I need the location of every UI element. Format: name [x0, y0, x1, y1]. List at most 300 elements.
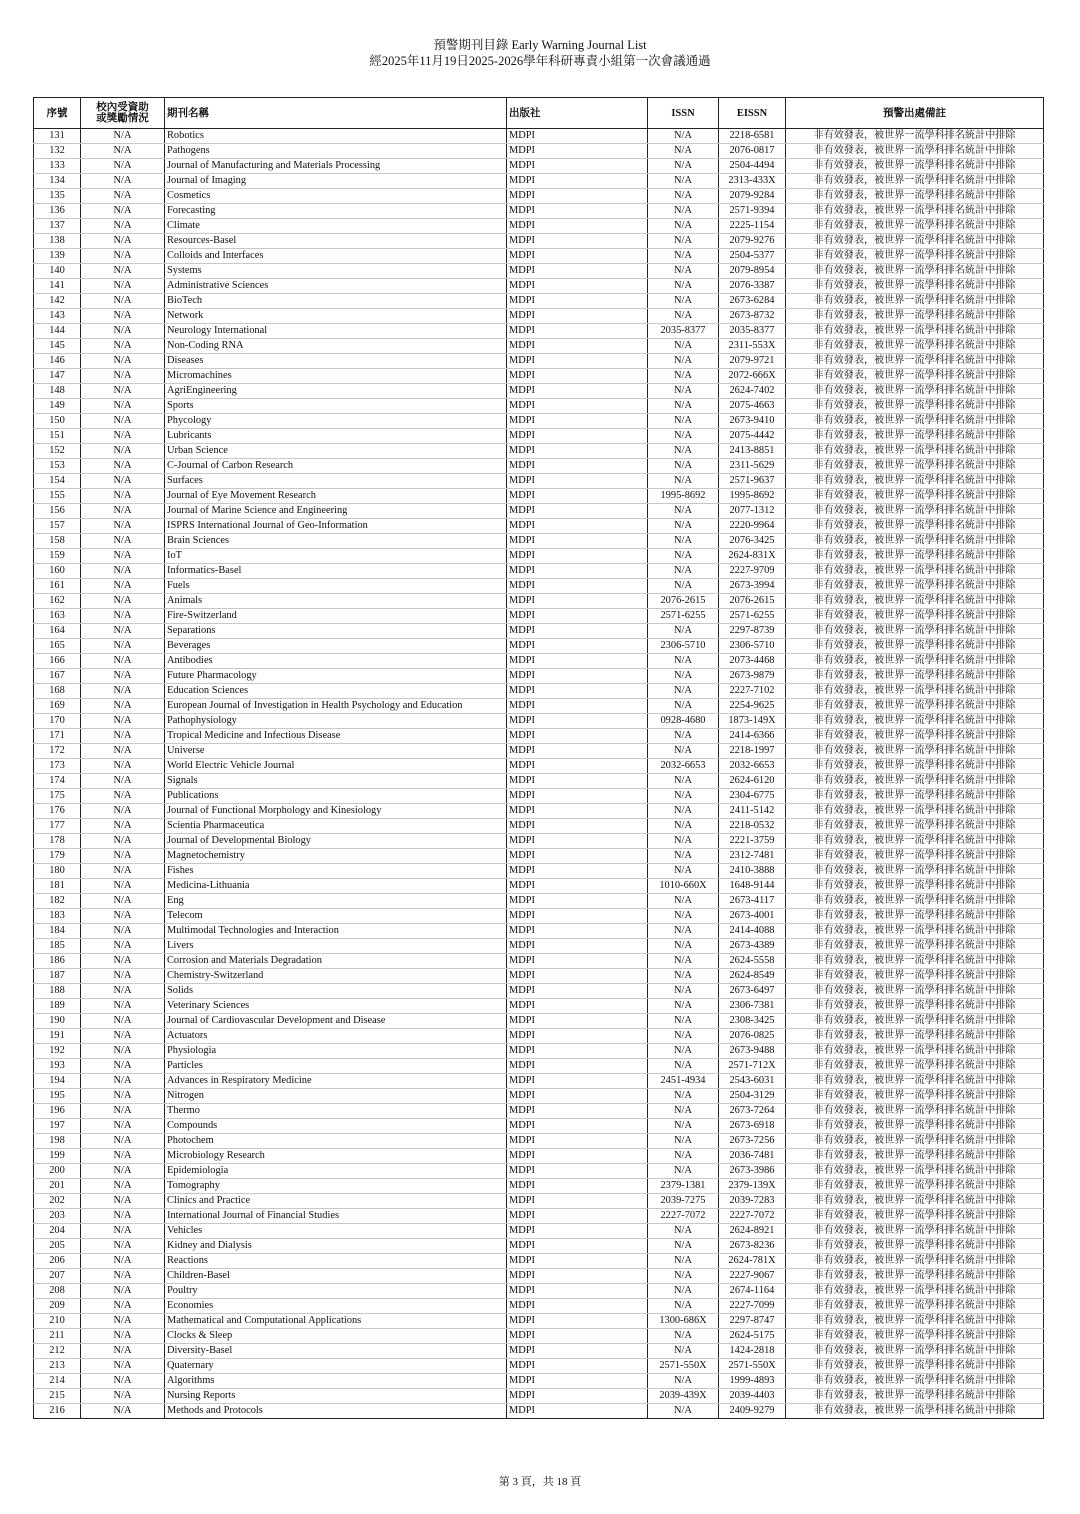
issn: N/A	[648, 354, 719, 369]
row-index: 203	[34, 1209, 81, 1224]
warning-remark: 非有效發表，被世界一流學科排名統計中排除	[786, 1344, 1044, 1359]
issn: 2039-7275	[648, 1194, 719, 1209]
funding-status: N/A	[81, 819, 165, 834]
row-index: 214	[34, 1374, 81, 1389]
issn: N/A	[648, 1014, 719, 1029]
eissn: 2076-3425	[719, 534, 786, 549]
warning-remark: 非有效發表，被世界一流學科排名統計中排除	[786, 1224, 1044, 1239]
publisher: MDPI	[507, 999, 648, 1014]
row-index: 197	[34, 1119, 81, 1134]
funding-status: N/A	[81, 339, 165, 354]
funding-status: N/A	[81, 684, 165, 699]
table-row	[34, 729, 1044, 744]
eissn: 2227-7099	[719, 1299, 786, 1314]
warning-remark: 非有效發表，被世界一流學科排名統計中排除	[786, 984, 1044, 999]
table-row	[34, 579, 1044, 594]
publisher: MDPI	[507, 744, 648, 759]
table-row	[34, 489, 1044, 504]
row-index: 210	[34, 1314, 81, 1329]
table-row	[34, 1089, 1044, 1104]
table-row	[34, 984, 1044, 999]
warning-remark: 非有效發表，被世界一流學科排名統計中排除	[786, 954, 1044, 969]
journal-name: Advances in Respiratory Medicine	[165, 1074, 507, 1089]
table-header-row	[34, 98, 1044, 129]
journal-name: Photochem	[165, 1134, 507, 1149]
table-row	[34, 249, 1044, 264]
row-index: 150	[34, 414, 81, 429]
table-row	[34, 1269, 1044, 1284]
issn: N/A	[648, 954, 719, 969]
document-title: 預警期刊目錄 Early Warning Journal List	[433, 38, 647, 52]
table-row	[34, 939, 1044, 954]
issn: N/A	[648, 624, 719, 639]
issn: N/A	[648, 1344, 719, 1359]
warning-remark: 非有效發表，被世界一流學科排名統計中排除	[786, 189, 1044, 204]
journal-name: Robotics	[165, 129, 507, 144]
funding-status: N/A	[81, 264, 165, 279]
table-row	[34, 309, 1044, 324]
issn: N/A	[648, 1104, 719, 1119]
funding-status: N/A	[81, 1254, 165, 1269]
funding-status: N/A	[81, 474, 165, 489]
issn: N/A	[648, 1404, 719, 1419]
issn: N/A	[648, 1044, 719, 1059]
funding-status: N/A	[81, 174, 165, 189]
eissn: 2673-9488	[719, 1044, 786, 1059]
row-index: 198	[34, 1134, 81, 1149]
journal-name: Signals	[165, 774, 507, 789]
issn: N/A	[648, 534, 719, 549]
publisher: MDPI	[507, 429, 648, 444]
publisher: MDPI	[507, 564, 648, 579]
journal-name: Nursing Reports	[165, 1389, 507, 1404]
row-index: 140	[34, 264, 81, 279]
table-row	[34, 1284, 1044, 1299]
funding-status: N/A	[81, 924, 165, 939]
issn: N/A	[648, 174, 719, 189]
issn: N/A	[648, 1224, 719, 1239]
row-index: 136	[34, 204, 81, 219]
eissn: 2221-3759	[719, 834, 786, 849]
row-index: 161	[34, 579, 81, 594]
journal-name: Education Sciences	[165, 684, 507, 699]
eissn: 2297-8739	[719, 624, 786, 639]
issn: N/A	[648, 909, 719, 924]
funding-status: N/A	[81, 804, 165, 819]
eissn: 2673-4117	[719, 894, 786, 909]
publisher: MDPI	[507, 1209, 648, 1224]
funding-status: N/A	[81, 399, 165, 414]
warning-remark: 非有效發表，被世界一流學科排名統計中排除	[786, 834, 1044, 849]
table-row	[34, 789, 1044, 804]
row-index: 205	[34, 1239, 81, 1254]
funding-status: N/A	[81, 234, 165, 249]
journal-name: Tomography	[165, 1179, 507, 1194]
document-subtitle: 經2025年11月19日2025-2026學年科研專責小組第一次會議通過	[369, 54, 711, 68]
row-index: 187	[34, 969, 81, 984]
row-index: 132	[34, 144, 81, 159]
journal-name: International Journal of Financial Studies	[165, 1209, 507, 1224]
funding-status: N/A	[81, 1344, 165, 1359]
eissn: 2673-8236	[719, 1239, 786, 1254]
warning-remark: 非有效發表，被世界一流學科排名統計中排除	[786, 249, 1044, 264]
row-index: 178	[34, 834, 81, 849]
eissn: 2313-433X	[719, 174, 786, 189]
journal-name: Journal of Eye Movement Research	[165, 489, 507, 504]
issn: 2032-6653	[648, 759, 719, 774]
warning-remark: 非有效發表，被世界一流學科排名統計中排除	[786, 1089, 1044, 1104]
funding-status: N/A	[81, 1374, 165, 1389]
funding-status: N/A	[81, 414, 165, 429]
warning-remark: 非有效發表，被世界一流學科排名統計中排除	[786, 924, 1044, 939]
warning-remark: 非有效發表，被世界一流學科排名統計中排除	[786, 714, 1044, 729]
eissn: 2379-139X	[719, 1179, 786, 1194]
issn: N/A	[648, 939, 719, 954]
row-index: 194	[34, 1074, 81, 1089]
eissn: 2571-9394	[719, 204, 786, 219]
journal-name: Phycology	[165, 414, 507, 429]
row-index: 143	[34, 309, 81, 324]
row-index: 182	[34, 894, 81, 909]
issn: N/A	[648, 669, 719, 684]
issn: 2035-8377	[648, 324, 719, 339]
table-row	[34, 894, 1044, 909]
warning-remark: 非有效發表，被世界一流學科排名統計中排除	[786, 459, 1044, 474]
table-row	[34, 1194, 1044, 1209]
issn: N/A	[648, 744, 719, 759]
funding-status: N/A	[81, 534, 165, 549]
journal-name: Universe	[165, 744, 507, 759]
warning-remark: 非有效發表，被世界一流學科排名統計中排除	[786, 564, 1044, 579]
table-row	[34, 1149, 1044, 1164]
eissn: 2673-4001	[719, 909, 786, 924]
issn: 2227-7072	[648, 1209, 719, 1224]
table-row	[34, 909, 1044, 924]
eissn: 2673-9410	[719, 414, 786, 429]
table-row	[34, 1254, 1044, 1269]
funding-status: N/A	[81, 1164, 165, 1179]
journal-name: Separations	[165, 624, 507, 639]
issn: N/A	[648, 1329, 719, 1344]
funding-status: N/A	[81, 1059, 165, 1074]
publisher: MDPI	[507, 369, 648, 384]
eissn: 2039-4403	[719, 1389, 786, 1404]
funding-status: N/A	[81, 789, 165, 804]
journal-name: Solids	[165, 984, 507, 999]
journal-name: Poultry	[165, 1284, 507, 1299]
warning-remark: 非有效發表，被世界一流學科排名統計中排除	[786, 1209, 1044, 1224]
funding-status: N/A	[81, 999, 165, 1014]
journal-name: Kidney and Dialysis	[165, 1239, 507, 1254]
issn: N/A	[648, 864, 719, 879]
eissn: 2218-0532	[719, 819, 786, 834]
eissn: 2311-553X	[719, 339, 786, 354]
row-index: 179	[34, 849, 81, 864]
table-row	[34, 624, 1044, 639]
col-header-eissn: EISSN	[719, 98, 786, 129]
eissn: 2673-3986	[719, 1164, 786, 1179]
journal-name: Surfaces	[165, 474, 507, 489]
row-index: 154	[34, 474, 81, 489]
journal-name: Colloids and Interfaces	[165, 249, 507, 264]
funding-status: N/A	[81, 429, 165, 444]
funding-status: N/A	[81, 1329, 165, 1344]
warning-remark: 非有效發表，被世界一流學科排名統計中排除	[786, 1134, 1044, 1149]
journal-name: Clinics and Practice	[165, 1194, 507, 1209]
eissn: 2079-9284	[719, 189, 786, 204]
issn: N/A	[648, 1269, 719, 1284]
publisher: MDPI	[507, 489, 648, 504]
row-index: 166	[34, 654, 81, 669]
row-index: 145	[34, 339, 81, 354]
publisher: MDPI	[507, 1149, 648, 1164]
journal-name: Physiologia	[165, 1044, 507, 1059]
eissn: 2076-3387	[719, 279, 786, 294]
table-row	[34, 924, 1044, 939]
warning-remark: 非有效發表，被世界一流學科排名統計中排除	[786, 1239, 1044, 1254]
journal-name: Methods and Protocols	[165, 1404, 507, 1419]
funding-status: N/A	[81, 1224, 165, 1239]
journal-name: Sports	[165, 399, 507, 414]
eissn: 1648-9144	[719, 879, 786, 894]
issn: N/A	[648, 384, 719, 399]
eissn: 2411-5142	[719, 804, 786, 819]
eissn: 2571-9637	[719, 474, 786, 489]
publisher: MDPI	[507, 519, 648, 534]
row-index: 158	[34, 534, 81, 549]
issn: 0928-4680	[648, 714, 719, 729]
issn: N/A	[648, 1299, 719, 1314]
publisher: MDPI	[507, 324, 648, 339]
issn: N/A	[648, 999, 719, 1014]
warning-remark: 非有效發表，被世界一流學科排名統計中排除	[786, 1254, 1044, 1269]
warning-remark: 非有效發表，被世界一流學科排名統計中排除	[786, 1119, 1044, 1134]
warning-remark: 非有效發表，被世界一流學科排名統計中排除	[786, 144, 1044, 159]
warning-remark: 非有效發表，被世界一流學科排名統計中排除	[786, 579, 1044, 594]
warning-remark: 非有效發表，被世界一流學科排名統計中排除	[786, 774, 1044, 789]
warning-remark: 非有效發表，被世界一流學科排名統計中排除	[786, 324, 1044, 339]
eissn: 2624-5558	[719, 954, 786, 969]
funding-status: N/A	[81, 519, 165, 534]
funding-status: N/A	[81, 1044, 165, 1059]
issn: N/A	[648, 564, 719, 579]
row-index: 163	[34, 609, 81, 624]
warning-remark: 非有效發表，被世界一流學科排名統計中排除	[786, 1284, 1044, 1299]
issn: N/A	[648, 189, 719, 204]
warning-remark: 非有效發表，被世界一流學科排名統計中排除	[786, 339, 1044, 354]
funding-status: N/A	[81, 1284, 165, 1299]
journal-name: Chemistry-Switzerland	[165, 969, 507, 984]
issn: N/A	[648, 1119, 719, 1134]
funding-status: N/A	[81, 219, 165, 234]
warning-remark: 非有效發表，被世界一流學科排名統計中排除	[786, 894, 1044, 909]
publisher: MDPI	[507, 174, 648, 189]
table-row	[34, 189, 1044, 204]
issn: 2076-2615	[648, 594, 719, 609]
issn: N/A	[648, 159, 719, 174]
table-row	[34, 174, 1044, 189]
issn: N/A	[648, 414, 719, 429]
funding-status: N/A	[81, 1209, 165, 1224]
warning-remark: 非有效發表，被世界一流學科排名統計中排除	[786, 1194, 1044, 1209]
table-row	[34, 144, 1044, 159]
publisher: MDPI	[507, 774, 648, 789]
issn: N/A	[648, 849, 719, 864]
row-index: 137	[34, 219, 81, 234]
publisher: MDPI	[507, 534, 648, 549]
table-row	[34, 1119, 1044, 1134]
table-row	[34, 744, 1044, 759]
eissn: 2673-6918	[719, 1119, 786, 1134]
eissn: 2571-712X	[719, 1059, 786, 1074]
publisher: MDPI	[507, 1239, 648, 1254]
journal-name: Journal of Imaging	[165, 174, 507, 189]
table-row	[34, 759, 1044, 774]
warning-remark: 非有效發表，被世界一流學科排名統計中排除	[786, 174, 1044, 189]
warning-remark: 非有效發表，被世界一流學科排名統計中排除	[786, 279, 1044, 294]
funding-status: N/A	[81, 144, 165, 159]
row-index: 160	[34, 564, 81, 579]
journal-name: Pathogens	[165, 144, 507, 159]
publisher: MDPI	[507, 1314, 648, 1329]
issn: N/A	[648, 504, 719, 519]
row-index: 215	[34, 1389, 81, 1404]
warning-remark: 非有效發表，被世界一流學科排名統計中排除	[786, 639, 1044, 654]
table-row	[34, 1239, 1044, 1254]
table-row	[34, 1134, 1044, 1149]
issn: N/A	[648, 774, 719, 789]
table-row	[34, 714, 1044, 729]
warning-remark: 非有效發表，被世界一流學科排名統計中排除	[786, 759, 1044, 774]
row-index: 199	[34, 1149, 81, 1164]
issn: 2306-5710	[648, 639, 719, 654]
table-row	[34, 549, 1044, 564]
eissn: 2304-6775	[719, 789, 786, 804]
warning-remark: 非有效發表，被世界一流學科排名統計中排除	[786, 1359, 1044, 1374]
table-row	[34, 264, 1044, 279]
issn: N/A	[648, 474, 719, 489]
table-row	[34, 204, 1044, 219]
row-index: 146	[34, 354, 81, 369]
eissn: 2504-5377	[719, 249, 786, 264]
publisher: MDPI	[507, 969, 648, 984]
publisher: MDPI	[507, 699, 648, 714]
funding-status: N/A	[81, 834, 165, 849]
warning-remark: 非有效發表，被世界一流學科排名統計中排除	[786, 624, 1044, 639]
row-index: 196	[34, 1104, 81, 1119]
row-index: 191	[34, 1029, 81, 1044]
row-index: 184	[34, 924, 81, 939]
eissn: 2227-9709	[719, 564, 786, 579]
journal-name: Systems	[165, 264, 507, 279]
issn: N/A	[648, 579, 719, 594]
table-row	[34, 474, 1044, 489]
publisher: MDPI	[507, 1074, 648, 1089]
warning-remark: 非有效發表，被世界一流學科排名統計中排除	[786, 1059, 1044, 1074]
eissn: 2624-781X	[719, 1254, 786, 1269]
warning-remark: 非有效發表，被世界一流學科排名統計中排除	[786, 939, 1044, 954]
journal-name: Future Pharmacology	[165, 669, 507, 684]
publisher: MDPI	[507, 609, 648, 624]
warning-remark: 非有效發表，被世界一流學科排名統計中排除	[786, 1149, 1044, 1164]
funding-status: N/A	[81, 1104, 165, 1119]
row-index: 133	[34, 159, 81, 174]
eissn: 2073-4468	[719, 654, 786, 669]
funding-status: N/A	[81, 639, 165, 654]
publisher: MDPI	[507, 1179, 648, 1194]
publisher: MDPI	[507, 984, 648, 999]
publisher: MDPI	[507, 714, 648, 729]
publisher: MDPI	[507, 159, 648, 174]
row-index: 159	[34, 549, 81, 564]
journal-name: Economies	[165, 1299, 507, 1314]
publisher: MDPI	[507, 234, 648, 249]
warning-remark: 非有效發表，被世界一流學科排名統計中排除	[786, 264, 1044, 279]
row-index: 176	[34, 804, 81, 819]
table-row	[34, 354, 1044, 369]
funding-status: N/A	[81, 1134, 165, 1149]
eissn: 2227-7102	[719, 684, 786, 699]
table-row	[34, 564, 1044, 579]
warning-remark: 非有效發表，被世界一流學科排名統計中排除	[786, 384, 1044, 399]
warning-remark: 非有效發表，被世界一流學科排名統計中排除	[786, 1314, 1044, 1329]
warning-remark: 非有效發表，被世界一流學科排名統計中排除	[786, 1104, 1044, 1119]
funding-status: N/A	[81, 504, 165, 519]
row-index: 190	[34, 1014, 81, 1029]
warning-remark: 非有效發表，被世界一流學科排名統計中排除	[786, 159, 1044, 174]
funding-status: N/A	[81, 864, 165, 879]
issn: 1995-8692	[648, 489, 719, 504]
issn: N/A	[648, 969, 719, 984]
eissn: 2312-7481	[719, 849, 786, 864]
table-row	[34, 1014, 1044, 1029]
warning-remark: 非有效發表，被世界一流學科排名統計中排除	[786, 309, 1044, 324]
journal-name: Telecom	[165, 909, 507, 924]
row-index: 180	[34, 864, 81, 879]
publisher: MDPI	[507, 339, 648, 354]
publisher: MDPI	[507, 504, 648, 519]
journal-name: Informatics-Basel	[165, 564, 507, 579]
issn: N/A	[648, 819, 719, 834]
eissn: 2220-9964	[719, 519, 786, 534]
publisher: MDPI	[507, 1329, 648, 1344]
publisher: MDPI	[507, 279, 648, 294]
warning-remark: 非有效發表，被世界一流學科排名統計中排除	[786, 489, 1044, 504]
journal-name: Climate	[165, 219, 507, 234]
publisher: MDPI	[507, 624, 648, 639]
publisher: MDPI	[507, 1359, 648, 1374]
warning-remark: 非有效發表，被世界一流學科排名統計中排除	[786, 219, 1044, 234]
journal-name: Thermo	[165, 1104, 507, 1119]
funding-status: N/A	[81, 1314, 165, 1329]
warning-remark: 非有效發表，被世界一流學科排名統計中排除	[786, 429, 1044, 444]
table-row	[34, 1299, 1044, 1314]
funding-status: N/A	[81, 489, 165, 504]
row-index: 151	[34, 429, 81, 444]
funding-status: N/A	[81, 1089, 165, 1104]
issn: N/A	[648, 1284, 719, 1299]
journal-name: Lubricants	[165, 429, 507, 444]
warning-remark: 非有效發表，被世界一流學科排名統計中排除	[786, 444, 1044, 459]
journal-name: Beverages	[165, 639, 507, 654]
row-index: 204	[34, 1224, 81, 1239]
publisher: MDPI	[507, 669, 648, 684]
issn: N/A	[648, 1029, 719, 1044]
funding-status: N/A	[81, 249, 165, 264]
eissn: 1424-2818	[719, 1344, 786, 1359]
funding-status: N/A	[81, 1269, 165, 1284]
publisher: MDPI	[507, 1134, 648, 1149]
